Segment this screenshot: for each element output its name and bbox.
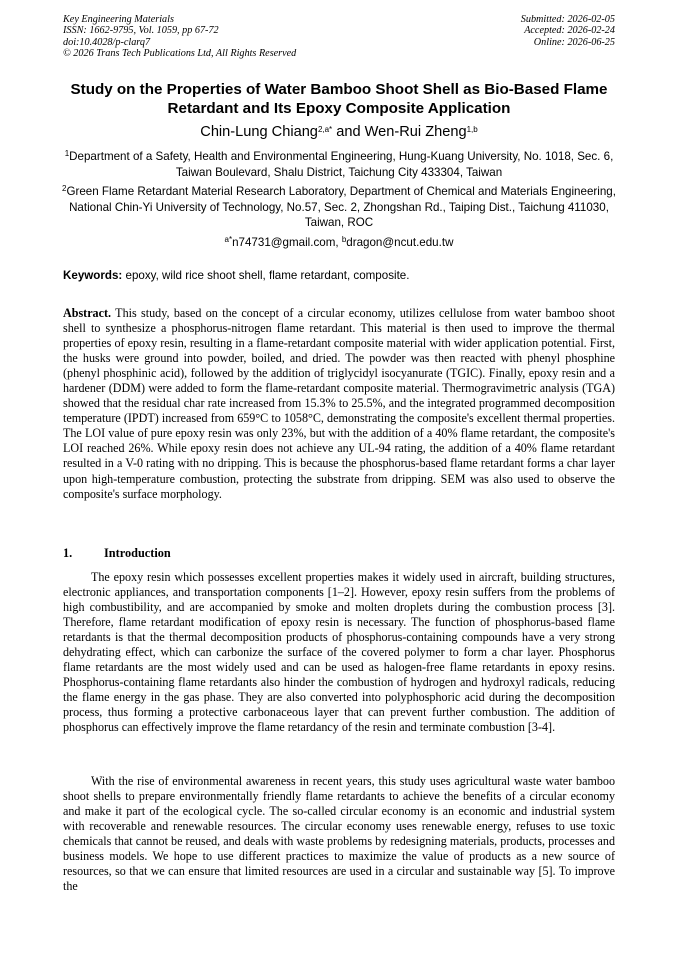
keywords (63, 268, 615, 283)
journal-issn: ISSN: 1662-9795, Vol. 1059, pp 67-72 (63, 25, 219, 37)
body-paragraph: With the rise of environmental awareness in recent years, this study uses agricultural waste water bamboo shoot shells to prepare environmentally friendly flame retardants to achieve the benefits of a circular economy and make it part of the ecological cycle. The so-called circular economy is an economic and industrial system with recoverable and renewable resources. The circular economy uses renewable energy, refuses to use toxic chemicals that cannot be reused, and deals with waste problems by redesigning materials, products, processes and business models. We hope to use different practices to maximize the value of products as a new source of resources, so that we can ensure that limited resources are used in a circular and sustainable way [5]. To improve the (63, 774, 615, 894)
affiliation-superscript: 2 (62, 184, 67, 193)
accepted-date: Accepted: 2026-02-24 (524, 25, 615, 37)
abstract-text: This study, based on the concept of a circular economy, utilizes cellulose from water bamboo shoot shell to synthesize a phosphorus-nitrogen flame retardant. This material is then used to improve the thermal properties of epoxy resin, resulting in a flame-retardant composite material with wider application potential. First, the husks were ground into powder, boiled, and dried. The powder was then reacted with phenyl phosphine (phenyl phosphinic acid), followed by the addition of triglycidyl isocyanurate (TGIC). Finally, epoxy resin and a hardener (DDM) were added to form the flame-retardant composite material. Thermogravimetric analysis (TGA) showed that the residual char rate increased from 15.3% to 25.5%, and the integrated programmed decomposition temperature (IPDT) increased from 659°C to 1058°C, demonstrating the composite's excellent thermal properties. The LOI value of pure epoxy resin was only 23%, but with the addition of a 40% flame retardant, the composite's LOI reached 26%. While epoxy resin does not achieve any UL-94 rating, the addition of a 40% flame retardant resulted in a V-0 rating with no dripping. This is because the phosphorus-based flame retardant forms a char layer upon high-temperature combustion, protecting the substrate from dripping. SEM was also used to observe the composite's surface morphology. (63, 306, 615, 501)
keywords-label: Keywords: (63, 269, 123, 282)
publication-dates (521, 14, 615, 48)
author-name: Wen-Rui Zheng (364, 124, 467, 140)
affiliation-superscript: 1 (64, 149, 70, 158)
section-heading (63, 546, 615, 561)
author-name: Chin-Lung Chiang (200, 124, 318, 140)
affiliation-text: Department of a Safety, Health and Environmental Engineering, Hung-Kuang University, No. 1018, Sec. 6, Taiwan Boulevard, Shalu District, Taichung City 433304, Taiwan (69, 150, 614, 179)
author-line (0, 123, 678, 141)
email-link[interactable]: dragon@ncut.edu.tw (346, 236, 454, 249)
submitted-date: Submitted: 2026-02-05 (520, 14, 615, 25)
email-superscript: b (341, 235, 347, 244)
copyright: © 2026 Trans Tech Publications Ltd, All Rights Reserved (63, 47, 297, 59)
body-paragraph: The epoxy resin which possesses excellent properties makes it widely used in aircraft, building structures, electronic appliances, and transportation components [1–2]. However, epoxy resin suffers from the problems of high combustibility, and are accompanied by smoke and molten droplets during the combustion process [3]. Therefore, flame retardant modification of epoxy resin is necessary. The function of phosphorus-based flame retardants is that the thermal decomposition products of phosphorus-containing compounds have a very strong dehydrating effect, which can carbonize the surface of the covered polymer to form a char layer. Phosphorus flame retardants are the most widely used and can be used as halogen-free flame retardants in epoxy resins. Phosphorus-containing flame retardants also hinder the combustion of hydrogen and hydroxyl radicals, reducing the flame energy in the gas phase. They are also converted into polyphosphoric acid during the decomposition process, thus forming a protective carbonaceous layer that can prevent further combustion. The addition of phosphorus can effectively improve the flame retardancy of the resin and terminate combustion [3-4]. (63, 570, 615, 735)
online-date: Online: 2026-06-25 (533, 36, 615, 48)
author-superscript: 1,b (466, 125, 478, 134)
affiliation (60, 149, 618, 180)
section-number: 1. (63, 546, 73, 560)
author-superscript: 2,a* (317, 125, 333, 134)
paper-title: Study on the Properties of Water Bamboo Shoot Shell as Bio-Based Flame Retardant and Its Epoxy Composite Application (70, 81, 608, 117)
affiliation (60, 184, 618, 231)
abstract (63, 306, 615, 502)
keywords-text: epoxy, wild rice shoot shell, flame retardant, composite. (122, 269, 410, 282)
journal-info (63, 14, 296, 59)
email-link[interactable]: n74731@gmail.com, (232, 236, 342, 249)
email-superscript: a* (224, 235, 233, 244)
author-emails (60, 235, 618, 251)
abstract-label: Abstract. (63, 306, 112, 320)
section-title: Introduction (104, 546, 171, 560)
affiliation-text: Green Flame Retardant Material Research Laboratory, Department of Chemical and Materials Engineering, National Chin-Yi University of Technology, No.57, Sec. 2, Zhongshan Rd., Taiping Dist., Taichung 411030, Taiwan, ROC (66, 185, 616, 230)
doi[interactable]: doi:10.4028/p-clarq7 (63, 36, 151, 48)
journal-name: Key Engineering Materials (63, 14, 174, 25)
author-conjunction: and (332, 124, 365, 140)
